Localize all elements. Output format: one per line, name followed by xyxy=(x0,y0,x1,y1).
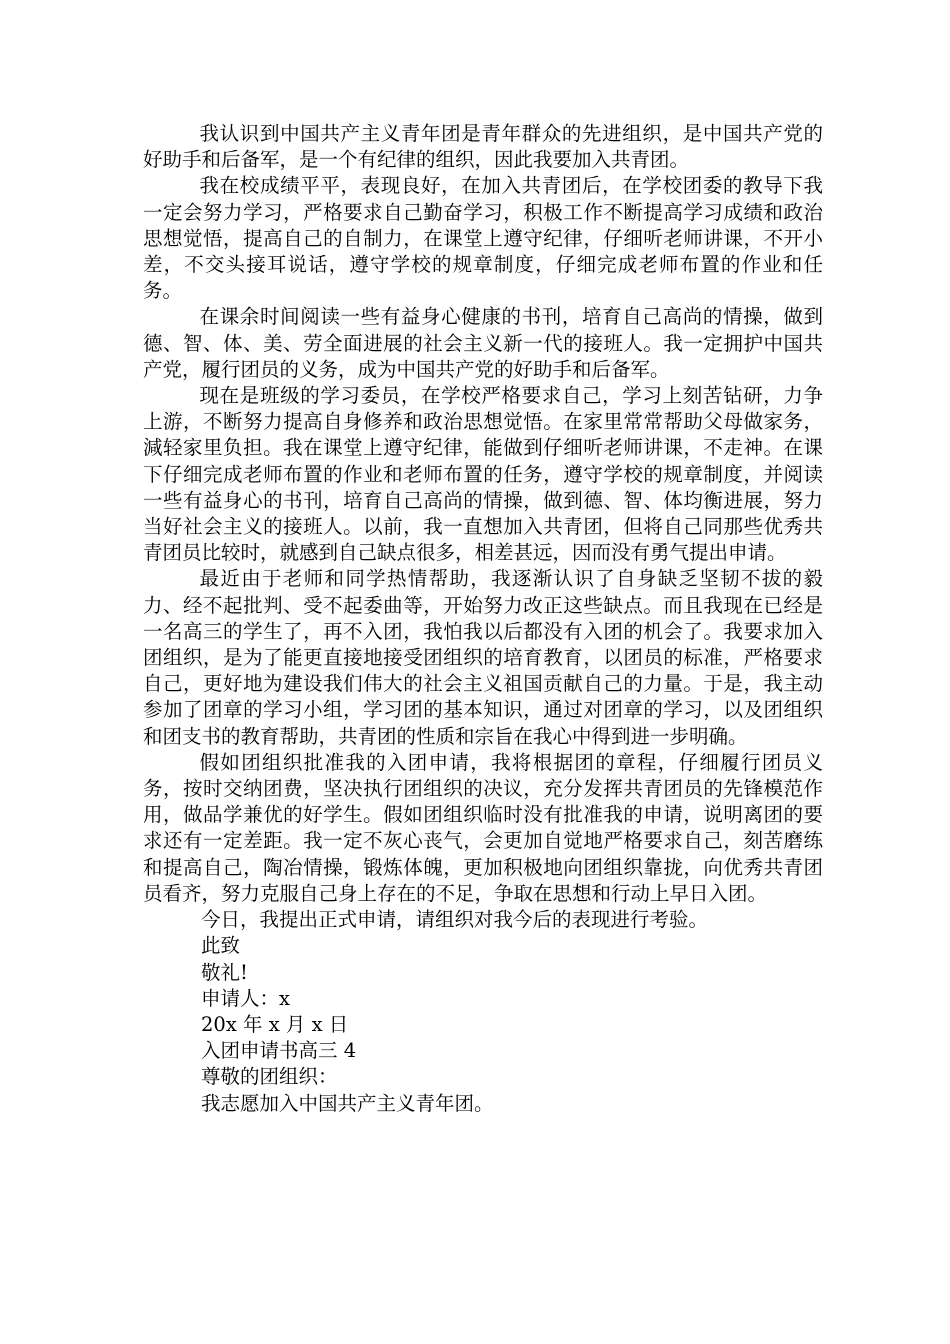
document-body xyxy=(143,121,823,1117)
closing-salutation: 此致 xyxy=(201,934,241,958)
next-document-opening: 我志愿加入中国共产主义青年团。 xyxy=(201,1091,494,1115)
paragraph-6: 假如团组织批准我的入团申请，我将根据团的章程，仔细履行团员义务，按时交纳团费，坚决执行团组织的决议，充分发挥共青团员的先锋模范作用，做品学兼优的好学生。假如团组织临时没有批准我的申请，说明离团的要求还有一定差距。我一定不灰心丧气，会更加自觉地严格要求自己，刻苦磨练和提高自己，陶冶情操，锻炼体魄，更加积极地向团组织靠拢，向优秀共青团员看齐，努力克服自己身上存在的不足，争取在思想和行动上早日入团。 xyxy=(143,750,823,905)
paragraph-4: 现在是班级的学习委员，在学校严格要求自己，学习上刻苦钻研，力争上游，不断努力提高自身修养和政治思想觉悟。在家里常常帮助父母做家务，減轻家里负担。我在课堂上遵守纪律，能做到仔细听老师讲课，不走神。在课下仔细完成老师布置的作业和老师布置的任务，遵守学校的规章制度，并阅读一些有益身心的书刊，培育自己高尚的情操，做到德、智、体均衡进展，努力当好社会主义的接班人。以前，我一直想加入共青团，但将自己同那些优秀共青团员比较时，就感到自己缺点很多，相差甚远，因而没有勇气提出申请。 xyxy=(143,384,823,565)
paragraph-2: 我在校成绩平平，表现良好，在加入共青团后，在学校团委的教导下我一定会努力学习，严格要求自己勤奋学习，积极工作不断提高学习成绩和政治思想觉悟，提高自己的自制力，在课堂上遵守纪律，仔细听老师讲课，不开小差，不交头接耳说话，遵守学校的规章制度，仔细完成老师布置的作业和任务。 xyxy=(143,174,823,303)
next-document-title: 入团申请书高三 4 xyxy=(201,1039,357,1063)
next-document-greeting: 尊敬的团组织： xyxy=(201,1065,338,1089)
paragraph-5: 最近由于老师和同学热情帮助，我逐渐认识了自身缺乏坚韧不拔的毅力、经不起批判、受不起委曲等，开始努力改正这些缺点。而且我现在已经是一名高三的学生了，再不入团，我怕我以后都没有入团的机会了。我要求加入团组织，是为了能更直接地接受团组织的培育教育，以团员的标准，严格要求自己，更好地为建设我们伟大的社会主义祖国贡献自己的力量。于是，我主动参加了团章的学习小组，学习团的基本知识，通过对团章的学习，以及团组织和团支书的教育帮助，共青团的性质和宗旨在我心中得到进一步明确。 xyxy=(143,567,823,748)
paragraph-1: 我认识到中国共产主义青年团是青年群众的先进组织，是中国共产党的好助手和后备军，是一个有纪律的组织，因此我要加入共青团。 xyxy=(143,122,823,172)
closing-regards: 敬礼! xyxy=(201,960,248,984)
applicant-line: 申请人：x xyxy=(201,986,290,1010)
paragraph-3: 在课余时间阅读一些有益身心健康的书刊，培育自己高尚的情操，做到德、智、体、美、劳全面进展的社会主义新一代的接班人。我一定拥护中国共产党，履行团员的义务，成为中国共产党的好助手和后备军。 xyxy=(143,305,823,381)
closing-request: 今日，我提出正式申请，请组织对我今后的表现进行考验。 xyxy=(201,908,709,932)
date-line: 20x 年 x 月 x 日 xyxy=(201,1012,349,1036)
